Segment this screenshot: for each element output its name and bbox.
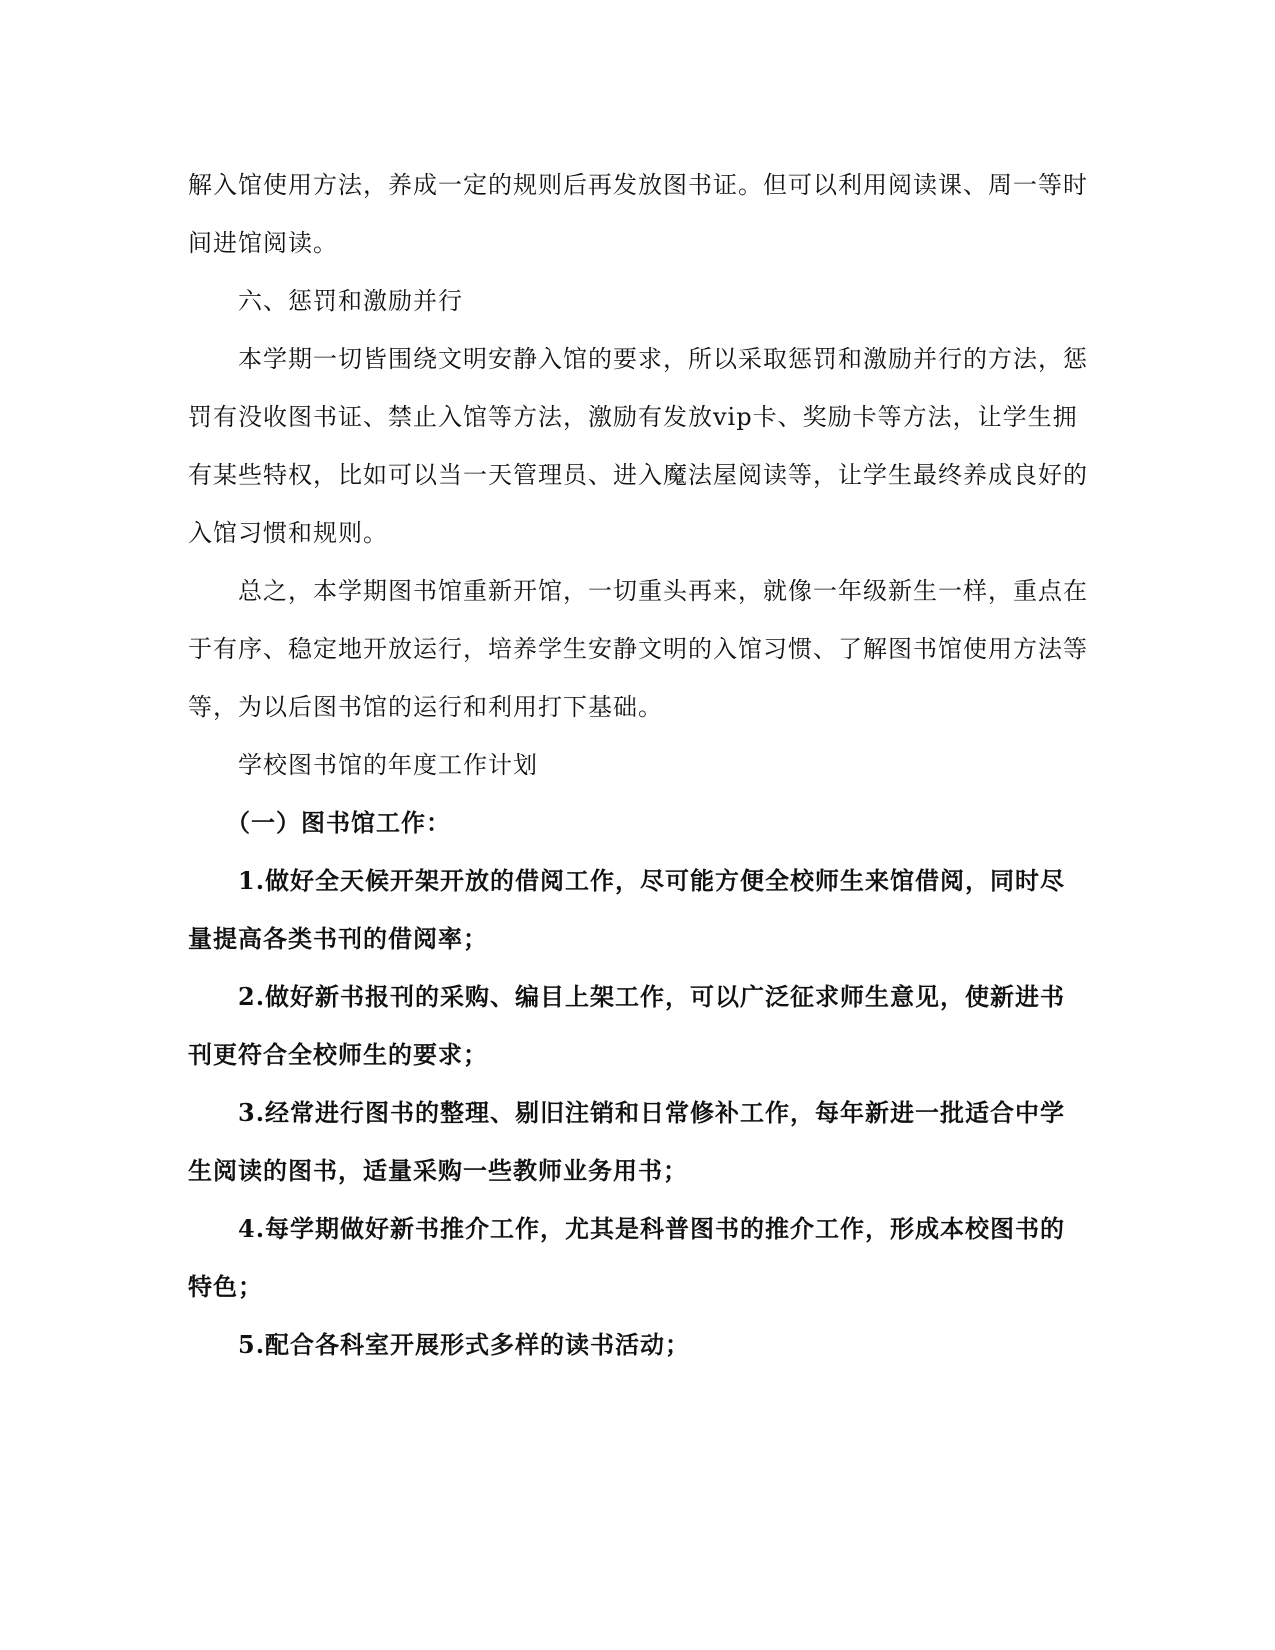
list-item-5: 5.配合各科室开展形式多样的读书活动； [238,1330,691,1359]
list-item-1: 1.做好全天候开架开放的借阅工作，尽可能方便全校师生来馆借阅，同时尽量提高各类书刊的借阅率； [188,866,1066,953]
list-item-3: 3.经常进行图书的整理、剔旧注销和日常修补工作，每年新进一批适合中学生阅读的图书，适量采购一些教师业务用书； [188,1098,1066,1185]
list-item-4: 4.每学期做好新书推介工作，尤其是科普图书的推介工作，形成本校图书的特色； [188,1214,1066,1301]
list-item-2: 2.做好新书报刊的采购、编目上架工作，可以广泛征求师生意见，使新进书刊更符合全校师生的要求； [188,982,1066,1069]
paragraph-summary: 总之，本学期图书馆重新开馆，一切重头再来，就像一年级新生一样，重点在于有序、稳定地开放运行，培养学生安静文明的入馆习惯、了解图书馆使用方法等等，为以后图书馆的运行和利用打下基础。 [188,577,1088,721]
paragraph-rewards: 本学期一切皆围绕文明安静入馆的要求，所以采取惩罚和激励并行的方法，惩罚有没收图书证、禁止入馆等方法，激励有发放vip卡、奖励卡等方法，让学生拥有某些特权，比如可以当一天管理员、进入魔法屋阅读等，让学生最终养成良好的入馆习惯和规则。 [188,345,1088,547]
plan-title: 学校图书馆的年度工作计划 [238,751,538,779]
library-work-heading: （一）图书馆工作： [226,808,451,837]
document-body [188,156,1088,1374]
paragraph-continuation: 解入馆使用方法，养成一定的规则后再发放图书证。但可以利用阅读课、周一等时间进馆阅读。 [188,171,1088,257]
section-heading-six: 六、惩罚和激励并行 [238,287,463,315]
